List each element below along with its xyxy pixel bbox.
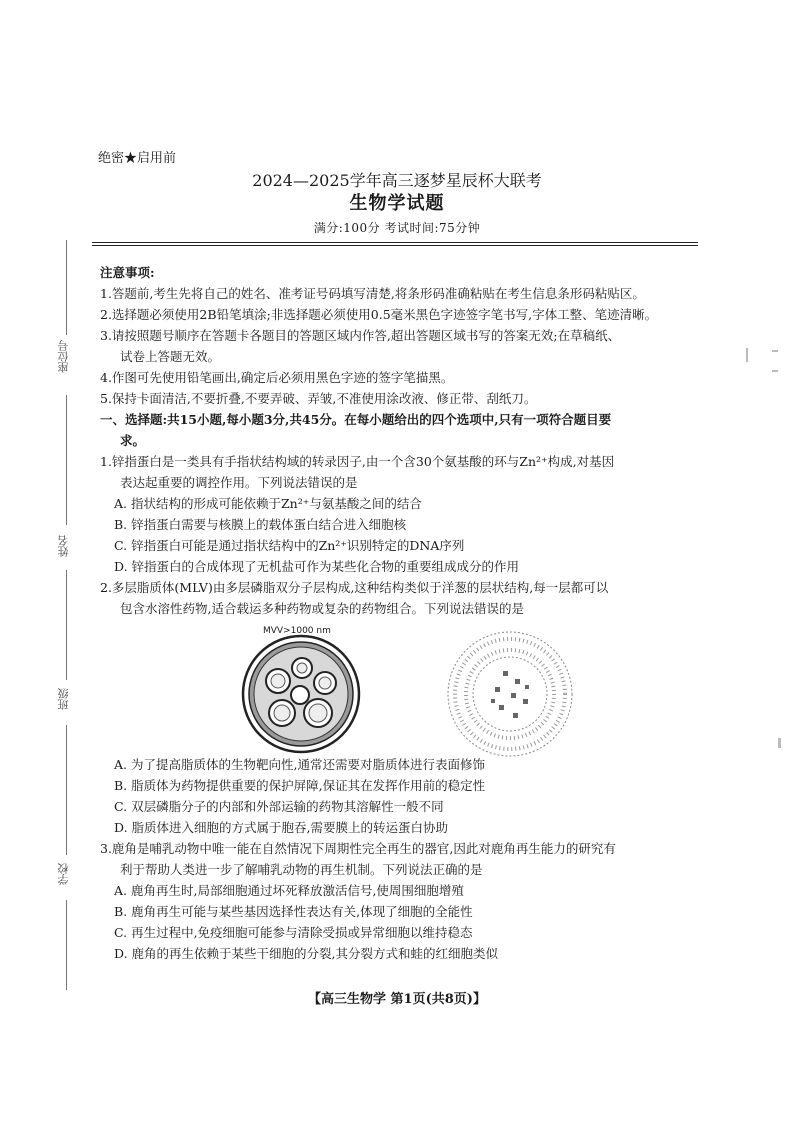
section-heading: 一、选择题:共15小题,每小题3分,共45分。在每小题给出的四个选项中,只有一项符合题目要	[100, 412, 612, 427]
school-label: 学校	[57, 863, 70, 885]
option-a: A. 指状结构的形成可能依赖于Zn²⁺与氨基酸之间的结合	[114, 496, 422, 511]
option-a: A. 鹿角再生时,局部细胞通过坏死释放激活信号,使周围细胞增殖	[114, 883, 464, 898]
figure-label: MVV>1000 nm	[263, 626, 331, 636]
scan-mark	[772, 350, 778, 352]
scan-mark	[778, 738, 781, 748]
notice-item: 3.请按照题号顺序在答题卡各题目的答题区域内作答,超出答题区域书写的答案无效;在草稿纸、	[100, 328, 621, 343]
question-stem: 利于帮助人类进一步了解哺乳动物的再生机制。下列说法正确的是	[120, 862, 483, 877]
seat-number-label: 座位号	[57, 340, 70, 373]
side-divider	[66, 725, 67, 855]
subject-title: 生物学试题	[349, 193, 445, 214]
exam-meta: 满分:100分 考试时间:75分钟	[313, 221, 481, 235]
option-c: C. 双层磷脂分子的内部和外部运输的药物其溶解性一般不同	[114, 799, 444, 814]
side-divider	[66, 395, 67, 525]
page-footer: 【高三生物学 第1页(共8页)】	[308, 992, 486, 1007]
question-stem: 包含水溶性药物,适合载运多种药物或复杂的药物组合。下列说法错误的是	[120, 601, 524, 616]
option-d: D. 锌指蛋白的合成体现了无机盐可作为某些化合物的重要组成成分的作用	[114, 559, 520, 574]
name-label: 姓名	[57, 535, 70, 557]
notice-item: 1.答题前,考生先将自己的姓名、准考证号码填写清楚,将条形码准确粘贴在考生信息条形码粘贴区。	[100, 286, 645, 301]
option-b: B. 鹿角再生可能与某些基因选择性表达有关,体现了细胞的全能性	[114, 904, 473, 919]
notice-item: 2.选择题必须使用2B铅笔填涂;非选择题必须使用0.5毫米黑色字迹签字笔书写,字体工整、笔迹清晰。	[100, 307, 658, 322]
option-a: A. 为了提高脂质体的生物靶向性,通常还需要对脂质体进行表面修饰	[114, 757, 485, 772]
notice-item: 试卷上答题无效。	[120, 349, 221, 364]
exam-title: 2024—2025学年高三逐梦星辰杯大联考	[252, 171, 542, 190]
option-c: C. 再生过程中,免疫细胞可能参与清除受损或异常细胞以维持稳态	[114, 925, 473, 940]
header-rule	[92, 245, 698, 246]
question-stem: 1.锌指蛋白是一类具有手指状结构域的转录因子,由一个含30个氨基酸的环与Zn²⁺构成,对基因	[100, 454, 615, 469]
side-divider	[66, 900, 67, 990]
class-label: 班级	[57, 688, 70, 710]
question-stem: 3.鹿角是哺乳动物中唯一能在自然情况下周期性完全再生的器官,因此对鹿角再生能力的研究有	[100, 841, 616, 856]
exam-body	[100, 262, 706, 964]
option-b: B. 脂质体为药物提供重要的保护屏障,保证其在发挥作用前的稳定性	[114, 778, 486, 793]
question-stem: 表达起重要的调控作用。下列说法错误的是	[120, 475, 358, 490]
option-b: B. 锌指蛋白需要与核膜上的载体蛋白结合进入细胞核	[114, 517, 407, 532]
notice-item: 5.保持卡面清洁,不要折叠,不要弄破、弄皱,不准使用涂改液、修正带、刮纸刀。	[100, 391, 537, 406]
scan-mark	[746, 348, 748, 362]
confidential-mark: 绝密★启用前	[98, 151, 177, 166]
header-rule	[92, 242, 698, 243]
option-d: D. 脂质体进入细胞的方式属于胞吞,需要膜上的转运蛋白协助	[114, 820, 448, 835]
option-d: D. 鹿角的再生依赖于某些干细胞的分裂,其分裂方式和蛙的红细胞类似	[114, 946, 498, 961]
multilamellar-liposome-diagram	[240, 633, 362, 755]
side-divider	[66, 570, 67, 680]
scan-mark	[772, 370, 778, 372]
notice-title: 注意事项:	[100, 265, 155, 280]
side-divider	[66, 240, 67, 335]
liposome-figure	[100, 619, 706, 754]
question-stem: 2.多层脂质体(MLV)由多层磷脂双分子层构成,这种结构类似于洋葱的层状结构,每一层都可以	[100, 580, 609, 595]
section-heading: 求。	[120, 433, 146, 448]
option-c: C. 锌指蛋白可能是通过指状结构中的Zn²⁺识别特定的DNA序列	[114, 538, 465, 553]
notice-item: 4.作图可先使用铅笔画出,确定后必须用黑色字迹的签字笔描黑。	[100, 370, 454, 385]
unilamellar-liposome-diagram	[445, 629, 575, 759]
